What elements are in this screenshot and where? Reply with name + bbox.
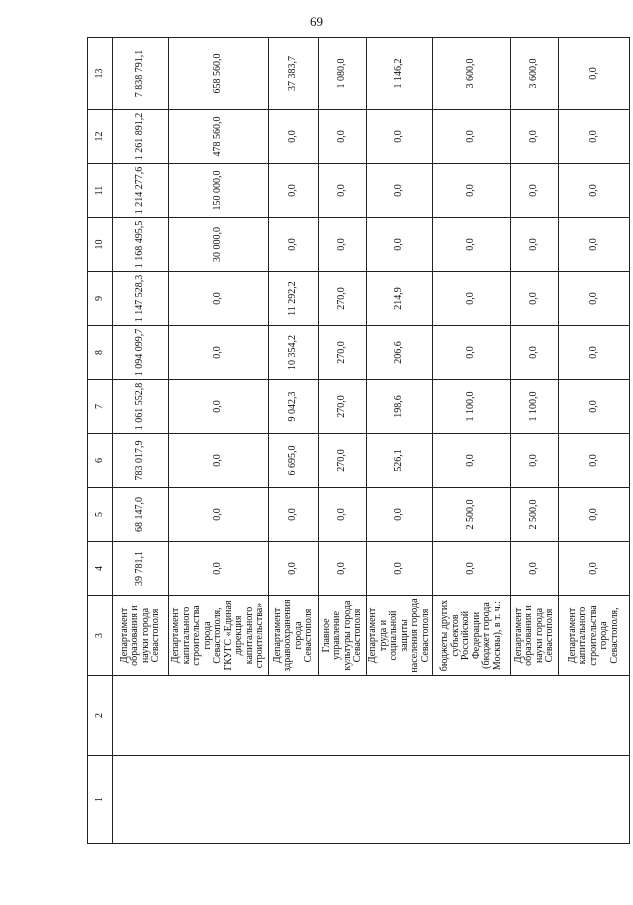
table-cell: 0,0 bbox=[367, 542, 433, 596]
table-cell: 68 147,0 bbox=[113, 488, 169, 542]
table-cell: 3 600,0 bbox=[433, 38, 511, 110]
table-cell: 270,0 bbox=[319, 380, 367, 434]
table-cell: 0,0 bbox=[559, 434, 630, 488]
table-cell: 0,0 bbox=[169, 326, 269, 380]
table-cell: 0,0 bbox=[169, 272, 269, 326]
table-cell: 1 100,0 bbox=[511, 380, 559, 434]
table-cell: 7 838 791,1 bbox=[113, 38, 169, 110]
table-cell: 1 146,2 bbox=[367, 38, 433, 110]
table-cell: 0,0 bbox=[269, 164, 319, 218]
table-cell: 0,0 bbox=[319, 164, 367, 218]
table-cell: 0,0 bbox=[559, 380, 630, 434]
table-cell: 9 042,3 bbox=[269, 380, 319, 434]
table-cell: 0,0 bbox=[559, 164, 630, 218]
column-number-row bbox=[88, 38, 113, 844]
table-cell: 206,6 bbox=[367, 326, 433, 380]
table-cell: 1 168 495,5 bbox=[113, 218, 169, 272]
column-number: 4 bbox=[88, 542, 113, 596]
table-cell: 0,0 bbox=[269, 218, 319, 272]
table-cell: 3 600,0 bbox=[511, 38, 559, 110]
table-cell: 478 560,0 bbox=[169, 110, 269, 164]
table-cell: 0,0 bbox=[559, 542, 630, 596]
table-cell: 0,0 bbox=[511, 326, 559, 380]
table-cell: 1 214 277,6 bbox=[113, 164, 169, 218]
table-cell: 1 080,0 bbox=[319, 38, 367, 110]
table-cell: 0,0 bbox=[559, 110, 630, 164]
table-cell: 2 500,0 bbox=[511, 488, 559, 542]
table-cell: 0,0 bbox=[319, 542, 367, 596]
column-number: 2 bbox=[88, 676, 113, 756]
budget-table-container bbox=[87, 38, 620, 844]
column-number: 8 bbox=[88, 326, 113, 380]
table-cell: 6 695,0 bbox=[269, 434, 319, 488]
empty-cell bbox=[113, 756, 630, 844]
table-cell: 214,9 bbox=[367, 272, 433, 326]
table-cell: 0,0 bbox=[367, 218, 433, 272]
table-cell: 0,0 bbox=[511, 110, 559, 164]
table-cell: 0,0 bbox=[433, 542, 511, 596]
column-number: 13 bbox=[88, 38, 113, 110]
table-cell: 783 017,9 bbox=[113, 434, 169, 488]
table-cell: 30 000,0 bbox=[169, 218, 269, 272]
table-cell: 0,0 bbox=[319, 218, 367, 272]
table-cell: 0,0 bbox=[559, 272, 630, 326]
table-cell: 11 292,2 bbox=[269, 272, 319, 326]
table-cell: 0,0 bbox=[367, 488, 433, 542]
row-name: Главное управление культуры города Севастополя bbox=[319, 596, 367, 676]
table-cell: 0,0 bbox=[169, 542, 269, 596]
table-cell: 0,0 bbox=[511, 164, 559, 218]
table-cell: 0,0 bbox=[559, 326, 630, 380]
table-cell: 0,0 bbox=[169, 434, 269, 488]
table-cell: 270,0 bbox=[319, 326, 367, 380]
table-cell: 37 383,7 bbox=[269, 38, 319, 110]
table-cell: 0,0 bbox=[169, 380, 269, 434]
column-number: 7 bbox=[88, 380, 113, 434]
table-cell: 0,0 bbox=[511, 542, 559, 596]
page-number: 69 bbox=[310, 14, 323, 29]
table-cell: 0,0 bbox=[559, 488, 630, 542]
table-cell: 0,0 bbox=[169, 488, 269, 542]
table-cell: 1 261 891,2 bbox=[113, 110, 169, 164]
column-number: 3 bbox=[88, 596, 113, 676]
table-cell: 0,0 bbox=[367, 110, 433, 164]
table-cell: 39 781,1 bbox=[113, 542, 169, 596]
table-cell: 0,0 bbox=[269, 542, 319, 596]
table-cell: 1 147 528,3 bbox=[113, 272, 169, 326]
row-name: Департамент здравоохранения города Севастополя bbox=[269, 596, 319, 676]
table-cell: 0,0 bbox=[433, 434, 511, 488]
table-cell: 0,0 bbox=[433, 326, 511, 380]
row-name: Департамент капитального строительства города Севастополя, bbox=[559, 596, 630, 676]
table-cell: 0,0 bbox=[559, 38, 630, 110]
row-name: Департамент капитального строительства города Севастополя, ГКУГС «Единая дирекция капитального строительства» bbox=[169, 596, 269, 676]
budget-table bbox=[87, 37, 630, 844]
table-cell: 0,0 bbox=[319, 110, 367, 164]
table-cell: 0,0 bbox=[559, 218, 630, 272]
table-cell: 10 354,2 bbox=[269, 326, 319, 380]
empty-cell bbox=[113, 676, 630, 756]
table-cell: 0,0 bbox=[367, 164, 433, 218]
table-cell: 0,0 bbox=[269, 110, 319, 164]
table-cell: 0,0 bbox=[433, 164, 511, 218]
table-cell: 0,0 bbox=[269, 488, 319, 542]
table-row bbox=[113, 38, 169, 844]
table-cell: 1 100,0 bbox=[433, 380, 511, 434]
table-cell: 0,0 bbox=[511, 272, 559, 326]
column-number: 1 bbox=[88, 756, 113, 844]
row-name: бюджеты других субъектов Российской Федерации (бюджет города Москвы), в т. ч.: bbox=[433, 596, 511, 676]
row-name: Департамент труда и социальной защиты населения города Севастополя bbox=[367, 596, 433, 676]
row-name: Департамент образования и науки города Севастополя bbox=[113, 596, 169, 676]
table-cell: 150 000,0 bbox=[169, 164, 269, 218]
table-cell: 0,0 bbox=[511, 218, 559, 272]
table-cell: 198,6 bbox=[367, 380, 433, 434]
table-cell: 2 500,0 bbox=[433, 488, 511, 542]
table-cell: 526,1 bbox=[367, 434, 433, 488]
column-number: 11 bbox=[88, 164, 113, 218]
column-number: 10 bbox=[88, 218, 113, 272]
column-number: 6 bbox=[88, 434, 113, 488]
table-cell: 0,0 bbox=[511, 434, 559, 488]
table-cell: 270,0 bbox=[319, 434, 367, 488]
table-cell: 658 560,0 bbox=[169, 38, 269, 110]
table-cell: 270,0 bbox=[319, 272, 367, 326]
table-cell: 0,0 bbox=[433, 272, 511, 326]
table-cell: 1 061 552,8 bbox=[113, 380, 169, 434]
table-cell: 0,0 bbox=[433, 110, 511, 164]
table-cell: 0,0 bbox=[433, 218, 511, 272]
table-cell: 0,0 bbox=[319, 488, 367, 542]
column-number: 5 bbox=[88, 488, 113, 542]
row-name: Департамент образования и науки города Севастополя bbox=[511, 596, 559, 676]
column-number: 12 bbox=[88, 110, 113, 164]
table-cell: 1 094 099,7 bbox=[113, 326, 169, 380]
column-number: 9 bbox=[88, 272, 113, 326]
